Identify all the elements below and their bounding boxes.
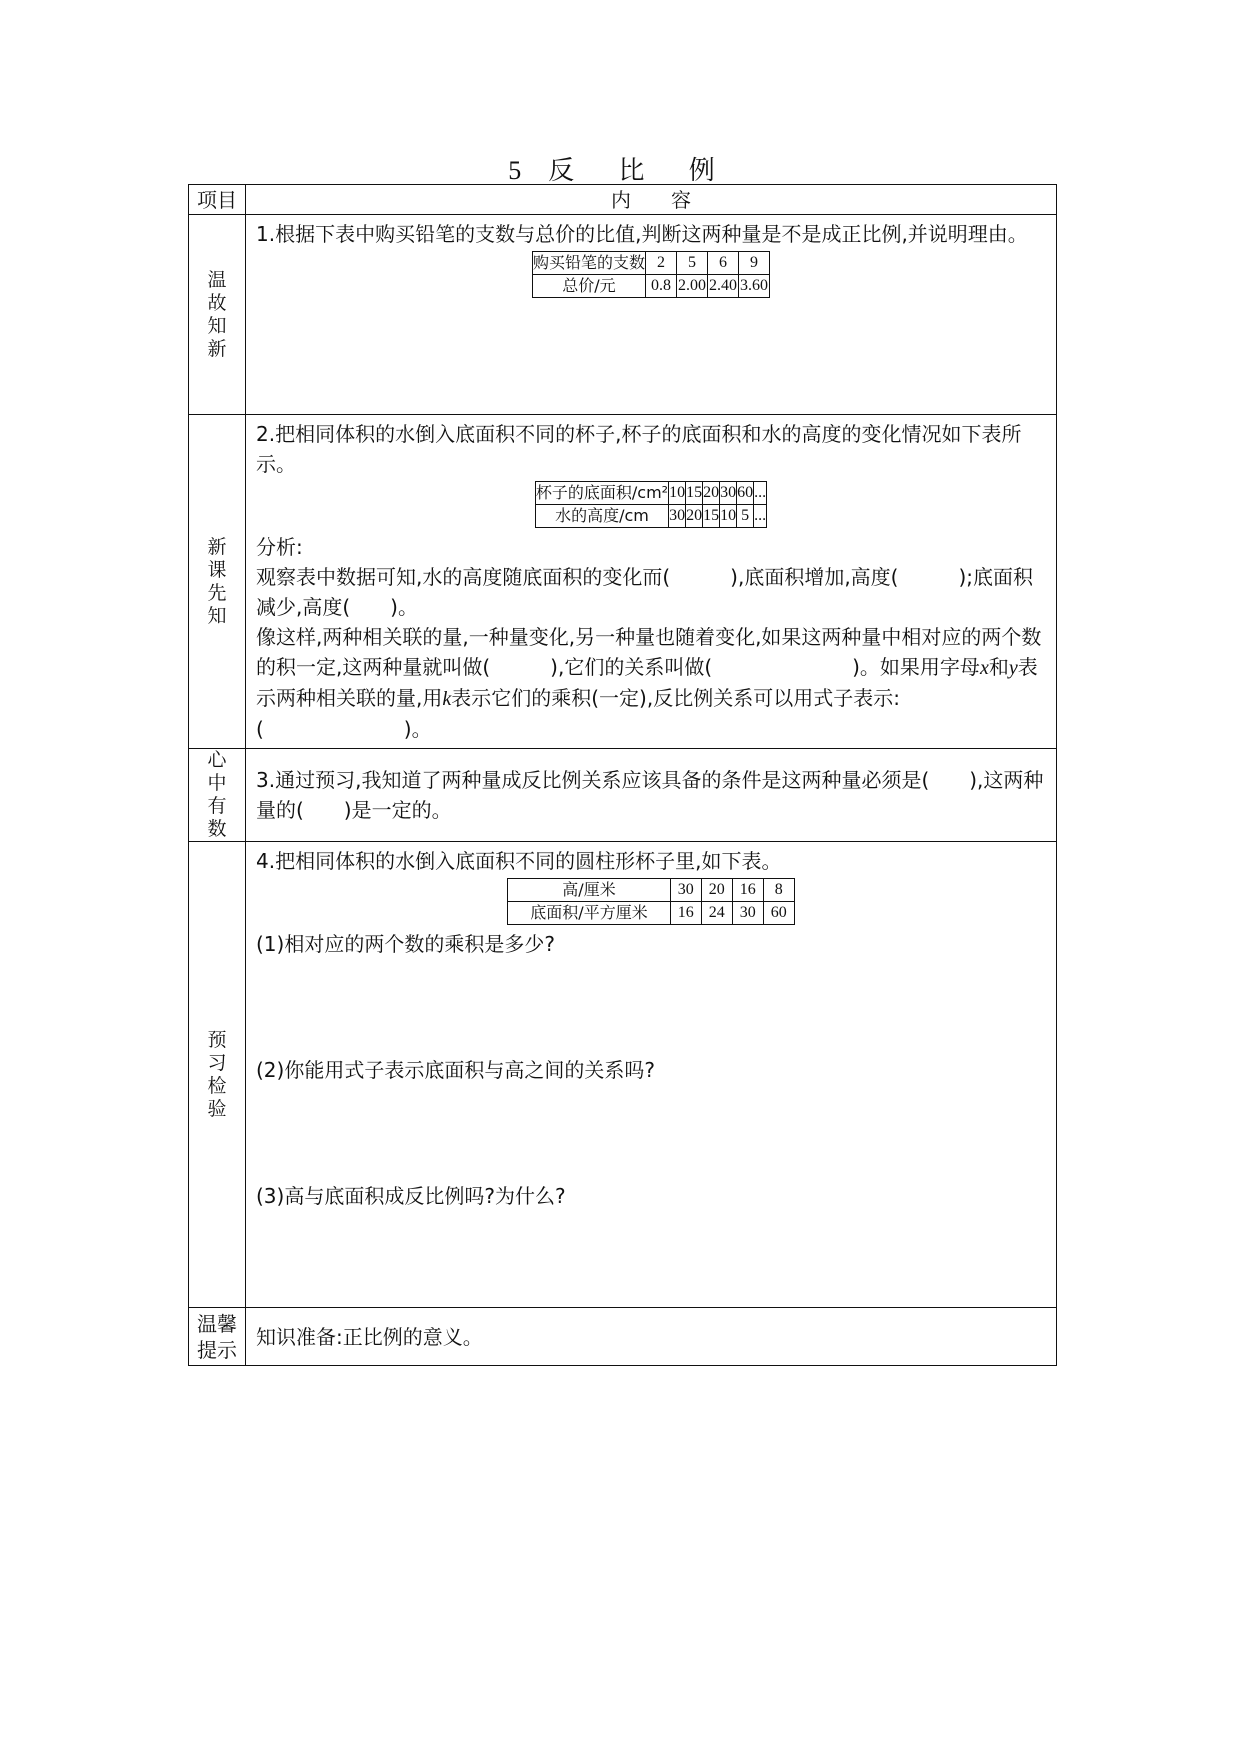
header-row (189, 185, 1057, 215)
cell: 60 (737, 482, 754, 505)
table-row (508, 902, 794, 925)
sub-question-3: (3)高与底面积成反比例吗?为什么? (256, 1184, 566, 1208)
section-check (189, 749, 1057, 842)
sub-question-2: (2)你能用式子表示底面积与高之间的关系吗? (256, 1058, 655, 1082)
cell: 15 (703, 505, 720, 528)
row-header: 购买铅笔的支数 (532, 252, 645, 275)
section-content-check (246, 749, 1057, 842)
table-row (535, 505, 766, 528)
section-label-test (189, 842, 246, 1308)
cell: 5 (737, 505, 754, 528)
cell: 10 (720, 505, 737, 528)
cell: 30 (669, 505, 686, 528)
header-content: 内 容 (246, 185, 1057, 215)
sub-question-1: (1)相对应的两个数的乘积是多少? (256, 932, 555, 956)
cell: ... (754, 482, 767, 505)
cell: 30 (732, 902, 763, 925)
page-title (0, 150, 1241, 187)
section-label-tip (189, 1308, 246, 1366)
row-header: 杯子的底面积/cm² (535, 482, 668, 505)
table-row (535, 482, 766, 505)
analysis-text-2 (256, 622, 1046, 744)
header-item: 项目 (189, 185, 246, 215)
tip-text: 知识准备:正比例的意义。 (256, 1324, 483, 1349)
cell: 9 (739, 252, 770, 275)
question-4: 4.把相同体积的水倒入底面积不同的圆柱形杯子里,如下表。 (256, 849, 782, 873)
cell: 0.8 (646, 275, 677, 298)
section-tip (189, 1308, 1057, 1366)
cell: 15 (686, 482, 703, 505)
row-header: 高/厘米 (508, 879, 670, 902)
section-review (189, 215, 1057, 415)
cell: 16 (670, 902, 701, 925)
row-header: 总价/元 (532, 275, 645, 298)
cell: 30 (670, 879, 701, 902)
section-label-review (189, 215, 246, 415)
cell: 20 (703, 482, 720, 505)
cylinder-table (507, 878, 794, 925)
label-text: 预习检验 (207, 1028, 227, 1120)
analysis-and: 和 (988, 655, 1009, 679)
cell: 2 (646, 252, 677, 275)
cell: 20 (701, 879, 732, 902)
table-row (508, 879, 794, 902)
cell: 2.40 (708, 275, 739, 298)
answer-space (256, 1085, 1046, 1181)
pencil-table (532, 251, 770, 298)
question-1: 1.根据下表中购买铅笔的支数与总价的比值,判断这两种量是不是成正比例,并说明理由。 (256, 222, 1028, 246)
worksheet-table (188, 184, 1057, 1366)
section-content-preview (246, 415, 1057, 749)
table-row (532, 275, 769, 298)
label-text: 心中有数 (207, 749, 227, 840)
cell: 24 (701, 902, 732, 925)
cell: 3.60 (739, 275, 770, 298)
label-text: 温故知新 (207, 268, 227, 360)
row-header: 底面积/平方厘米 (508, 902, 670, 925)
section-content-test (246, 842, 1057, 1308)
analysis-part-b: 表示两种相关联的量,用 (256, 655, 1038, 710)
cell: 6 (708, 252, 739, 275)
section-content-tip (246, 1308, 1057, 1366)
variable-x: x (979, 657, 989, 679)
cell: 20 (686, 505, 703, 528)
lesson-number: 5 (508, 156, 523, 185)
section-test (189, 842, 1057, 1308)
section-label-preview (189, 415, 246, 749)
cell: 60 (763, 902, 794, 925)
section-label-check (189, 749, 246, 842)
section-content-review (246, 215, 1057, 415)
section-preview (189, 415, 1057, 749)
row-header: 水的高度/cm (535, 505, 668, 528)
analysis-part-a: 像这样,两种相关联的量,一种量变化,另一种量也随着变化,如果这两种量中相对应的两个数的积一定,这两种量就叫做( ),它们的关系叫做( )。如果用字母 (256, 625, 1042, 679)
cell: 10 (669, 482, 686, 505)
cell: 30 (720, 482, 737, 505)
question-3: 3.通过预习,我知道了两种量成反比例关系应该具备的条件是这两种量必须是( ),这两种量的( )是一定的。 (256, 768, 1044, 822)
label-text: 新课先知 (207, 535, 227, 627)
answer-space (256, 959, 1046, 1055)
lesson-title: 反 比 例 (548, 156, 733, 186)
table-row (532, 252, 769, 275)
cell: 16 (732, 879, 763, 902)
variable-k: k (442, 688, 452, 710)
analysis-text-1: 观察表中数据可知,水的高度随底面积的变化而( ),底面积增加,高度( );底面积减少,高度( )。 (256, 565, 1034, 619)
cell: ... (754, 505, 767, 528)
analysis-part-c: 表示它们的乘积(一定),反比例关系可以用式子表示:( )。 (256, 686, 900, 741)
variable-y: y (1008, 657, 1018, 679)
cell: 2.00 (677, 275, 708, 298)
cup-table (535, 481, 767, 528)
cell: 8 (763, 879, 794, 902)
analysis-title: 分析: (256, 535, 303, 559)
cell: 5 (677, 252, 708, 275)
question-2: 2.把相同体积的水倒入底面积不同的杯子,杯子的底面积和水的高度的变化情况如下表所示。 (256, 422, 1022, 476)
label-text: 温馨提示 (197, 1311, 237, 1362)
